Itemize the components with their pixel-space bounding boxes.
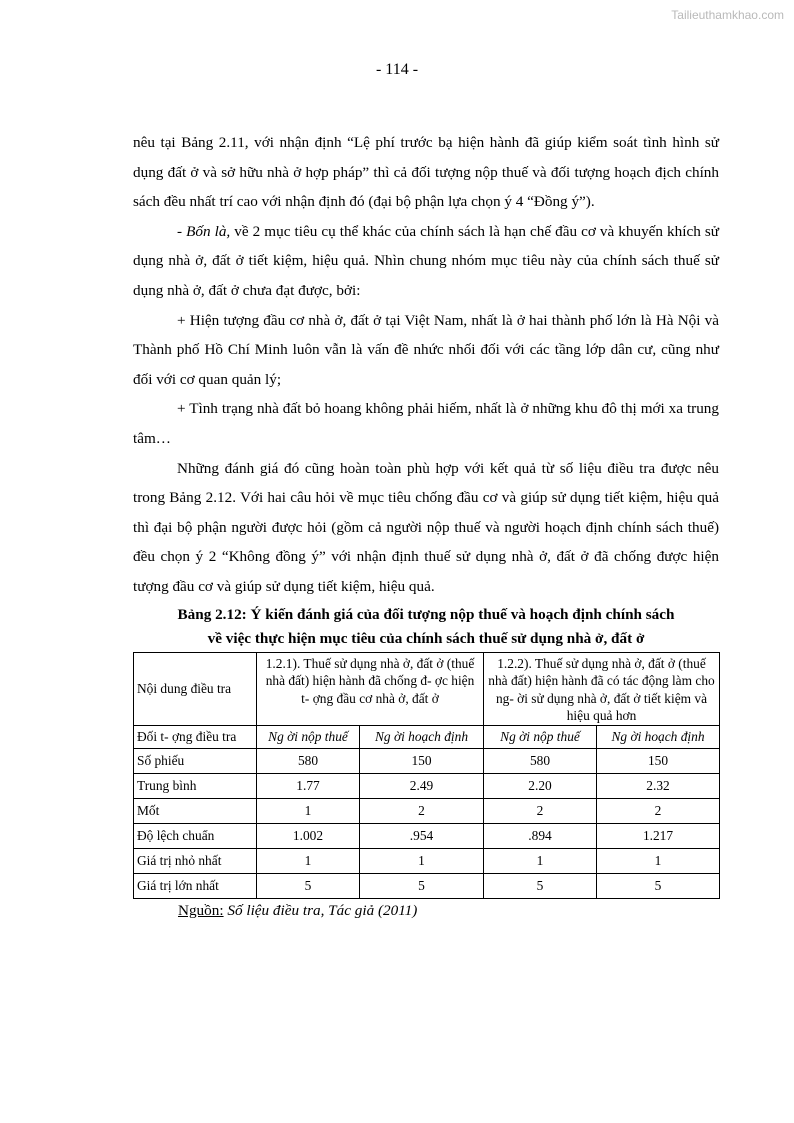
subheader-cell: Ng ời hoạch định <box>597 725 720 748</box>
table-cell: 2 <box>360 798 484 823</box>
paragraph-3: + Hiện tượng đầu cơ nhà ở, đất ở tại Việt Nam, nhất là ở hai thành phố lớn là Hà Nội và Thành phố Hồ Chí Minh luôn vẫn là vấn đề nhức nhối đối với các tầng lớp dân cư, cũng như đối với cơ quan quản lý; <box>133 311 719 388</box>
source-label: Nguồn: <box>178 901 224 919</box>
table-row <box>134 748 720 773</box>
table-row <box>134 798 720 823</box>
table-cell: 5 <box>360 873 484 898</box>
table-cell: 2.32 <box>597 773 720 798</box>
document-body <box>133 128 719 922</box>
table-source <box>178 900 719 922</box>
table-cell: 2.20 <box>484 773 597 798</box>
paragraph-1: nêu tại Bảng 2.11, với nhận định “Lệ phí trước bạ hiện hành đã giúp kiểm soát tình hình sử dụng đất ở và sở hữu nhà ở hợp pháp” thì cả đối tượng nộp thuế và đối tượng hoạch địch chính sách đều nhất trí cao với nhận định đó (đại bộ phận lựa chọn ý 4 “Đồng ý”). <box>133 134 719 211</box>
table-cell: 2 <box>484 798 597 823</box>
table-row <box>134 873 720 898</box>
row-label: Trung bình <box>134 773 257 798</box>
row-label: Giá trị lớn nhất <box>134 873 257 898</box>
table-cell: 1.217 <box>597 823 720 848</box>
table-cell: 150 <box>597 748 720 773</box>
row-label: Giá trị nhỏ nhất <box>134 848 257 873</box>
watermark: Tailieuthamkhao.com <box>671 8 784 22</box>
subheader-cell: Ng ời nộp thuế <box>257 725 360 748</box>
survey-table <box>133 652 720 899</box>
table-title <box>133 603 719 651</box>
table-cell: 5 <box>257 873 360 898</box>
row-label: Độ lệch chuẩn <box>134 823 257 848</box>
subheader-cell: Ng ời hoạch định <box>360 725 484 748</box>
table-cell: 1 <box>484 848 597 873</box>
paragraph-5: Những đánh giá đó cũng hoàn toàn phù hợp với kết quả từ số liệu điều tra được nêu trong Bảng 2.12. Với hai câu hỏi về mục tiêu chống đầu cơ và giúp sử dụng tiết kiệm, hiệu quả thì đại bộ phận người được hỏi (gồm cả người nộp thuế và người hoạch định chính sách thuế) đều chọn ý 2 “Không đồng ý” với nhận định thuế sử dụng nhà ở, đất ở đã chống được hiện tượng đầu cơ và giúp sử dụng tiết kiệm, hiệu quả. <box>133 459 719 595</box>
column-group-1-header: 1.2.1). Thuế sử dụng nhà ở, đất ở (thuế nhà đất) hiện hành đã chống đ- ợc hiện t- ợng đầu cơ nhà ở, đất ở <box>257 652 484 725</box>
table-cell: 5 <box>484 873 597 898</box>
row-label: Số phiếu <box>134 748 257 773</box>
table-cell: .894 <box>484 823 597 848</box>
source-text: Số liệu điều tra, Tác giả (2011) <box>223 901 418 919</box>
paragraph-2-rest: về 2 mục tiêu cụ thể khác của chính sách là hạn chế đầu cơ và khuyến khích sử dụng nhà ở, đất ở tiết kiệm, hiệu quả. Nhìn chung nhóm mục tiêu này của chính sách thuế sử dụng nhà ở, đất ở chưa đạt được, bởi: <box>133 222 719 299</box>
table-cell: 1 <box>257 798 360 823</box>
table-subheader-row <box>134 725 720 748</box>
table-cell: 2.49 <box>360 773 484 798</box>
table-cell: 1.002 <box>257 823 360 848</box>
table-cell: 2 <box>597 798 720 823</box>
table-cell: 1 <box>360 848 484 873</box>
column-group-2-header: 1.2.2). Thuế sử dụng nhà ở, đất ở (thuế nhà đất) hiện hành đã có tác động làm cho ng- ời sử dụng nhà ở, đất ở tiết kiệm và hiệu quả hơn <box>484 652 720 725</box>
table-cell: 1 <box>597 848 720 873</box>
table-cell: 580 <box>484 748 597 773</box>
table-header-row <box>134 652 720 725</box>
table-title-line-2: về việc thực hiện mục tiêu của chính sách thuế sử dụng nhà ở, đất ở <box>207 629 645 647</box>
table-row <box>134 848 720 873</box>
paragraph-2-italic: Bốn là, <box>186 222 231 240</box>
page-number: - 114 - <box>375 61 419 78</box>
header-label-cell: Nội dung điều tra <box>134 652 257 725</box>
subheader-label-cell: Đối t- ợng điều tra <box>134 725 257 748</box>
table-cell: 5 <box>597 873 720 898</box>
table-cell: 1 <box>257 848 360 873</box>
table-row <box>134 773 720 798</box>
paragraph-2 <box>133 217 719 306</box>
table-title-line-1: Bảng 2.12: Ý kiến đánh giá của đối tượng nộp thuế và hoạch định chính sách <box>177 605 675 623</box>
table-cell: .954 <box>360 823 484 848</box>
table-cell: 1.77 <box>257 773 360 798</box>
table-cell: 580 <box>257 748 360 773</box>
subheader-cell: Ng ời nộp thuế <box>484 725 597 748</box>
paragraph-2-prefix: - <box>177 222 187 240</box>
table-row <box>134 823 720 848</box>
table-cell: 150 <box>360 748 484 773</box>
paragraph-4: + Tình trạng nhà đất bỏ hoang không phải hiếm, nhất là ở những khu đô thị mới xa trung tâm… <box>133 400 719 447</box>
row-label: Mốt <box>134 798 257 823</box>
